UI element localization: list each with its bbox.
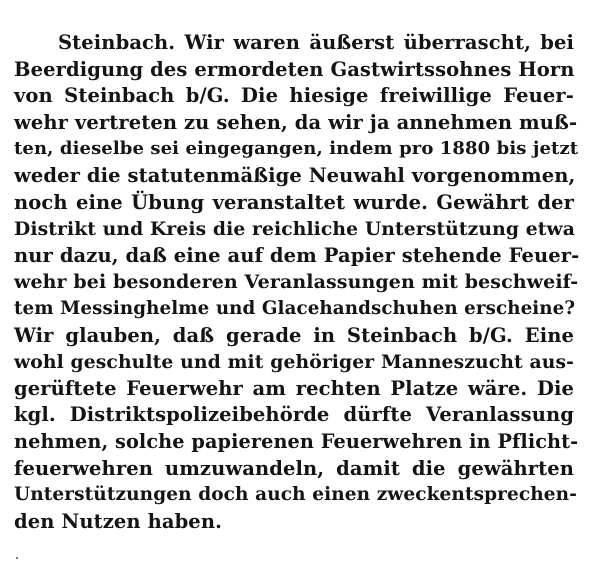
article-line: weder die statutenmäßige Neuwahl vorgenommen, (14, 163, 576, 187)
article-line: Beerdigung des ermordeten Gastwirtssohnes Horn (14, 57, 575, 81)
article-line: nur dazu, daß eine auf dem Papier stehende Feuer- (14, 243, 580, 267)
article-line: nehmen, solche papierenen Feuerwehren in Pflicht- (14, 429, 579, 453)
article-line: den Nutzen haben. (14, 509, 222, 533)
article-line: Distrikt und Kreis die reichliche Unterstützung etwa (14, 218, 576, 241)
article-line: Wir glauben, daß gerade in Steinbach b/G. Eine (14, 323, 574, 347)
article-line: ten, dieselbe sei eingegangen, indem pro 1880 bis jetzt (14, 138, 579, 160)
article-line: Steinbach. Wir waren äußerst überrascht, bei (58, 31, 574, 54)
article-text (14, 30, 580, 535)
article-line: wehr vertreten zu sehen, da wir ja annehmen muß- (14, 110, 578, 134)
print-speck (16, 557, 18, 559)
article-line: Unterstützungen doch auch einen zweckentsprechen- (14, 484, 577, 506)
article-line: wohl geschulte und mit gehöriger Manneszucht aus- (14, 351, 574, 374)
article-line: kgl. Distriktspolizeibehörde dürfte Veranlassung (14, 403, 574, 427)
article-line: von Steinbach b/G. Die hiesige freiwillige Feuer- (14, 84, 574, 108)
article-line: noch eine Übung veranstaltet wurde. Gewährt der (14, 190, 574, 214)
article-line: gerüftete Feuerwehr am rechten Platze wäre. Die (14, 376, 574, 400)
article-line: tem Messinghelme und Glacehandschuhen erscheine? (14, 297, 576, 319)
article-line: wehr bei besonderen Veranlassungen mit beschweif- (14, 271, 579, 294)
article-line: feuerwehren umzuwandeln, damit die gewährten (14, 456, 574, 480)
